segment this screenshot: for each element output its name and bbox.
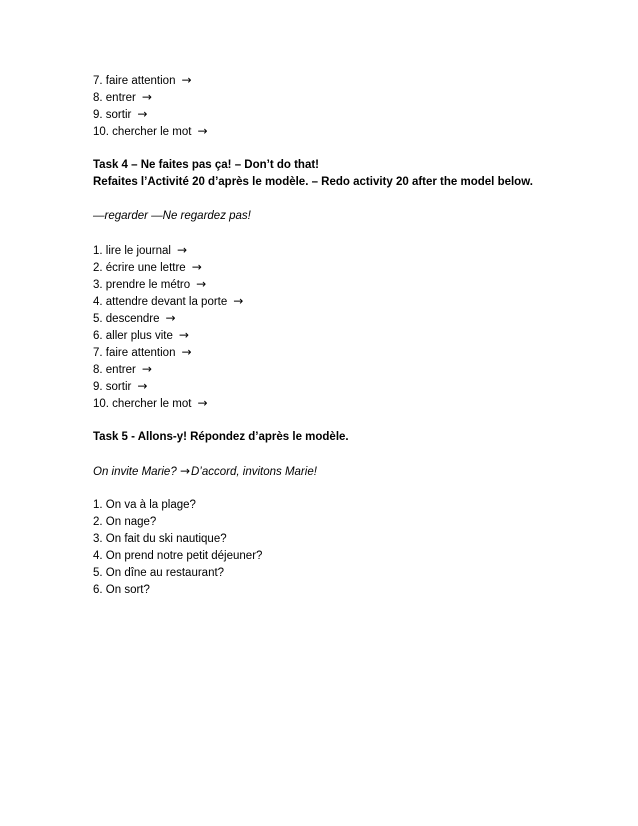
- list-item: [93, 395, 553, 412]
- list-item: 6. On sort?: [93, 584, 150, 596]
- list-item: [93, 327, 553, 344]
- list-item: 4. On prend notre petit déjeuner?: [93, 550, 263, 562]
- item-text: 7. faire attention: [93, 75, 176, 87]
- model-prompt: On invite Marie?: [93, 466, 177, 478]
- item-text: 1. lire le journal: [93, 245, 171, 257]
- item-text: 7. faire attention: [93, 347, 176, 359]
- item-text: 6. aller plus vite: [93, 330, 173, 342]
- document-page: [93, 72, 553, 599]
- task4-title: Task 4 – Ne faites pas ça! – Don’t do that!: [93, 159, 320, 171]
- arrow-right-icon: →: [141, 90, 152, 104]
- list-item: [93, 242, 553, 259]
- list-item: [93, 259, 553, 276]
- list-item: [93, 276, 553, 293]
- list-item: [93, 123, 553, 140]
- arrow-right-icon: →: [165, 311, 176, 325]
- list-item: 2. On nage?: [93, 516, 157, 528]
- list-item: [93, 361, 553, 378]
- item-text: 8. entrer: [93, 92, 136, 104]
- arrow-right-icon: →: [137, 379, 148, 393]
- arrow-right-icon: →: [181, 345, 192, 359]
- list-item: [93, 72, 553, 89]
- task4-instruction: Refaites l’Activité 20 d’après le modèle. – Redo activity 20 after the model below.: [93, 176, 533, 188]
- arrow-right-icon: →: [178, 328, 189, 342]
- arrow-right-icon: →: [197, 396, 208, 410]
- arrow-right-icon: →: [196, 277, 207, 291]
- arrow-right-icon: →: [191, 260, 202, 274]
- item-text: 10. chercher le mot: [93, 398, 192, 410]
- list-item: 1. On va à la plage?: [93, 499, 196, 511]
- task5-title: Task 5 - Allons-y! Répondez d’après le modèle.: [93, 431, 349, 443]
- item-text: 5. descendre: [93, 313, 160, 325]
- arrow-right-icon: →: [181, 73, 192, 87]
- task5-model: [93, 463, 553, 480]
- arrow-right-icon: →: [176, 243, 188, 257]
- list-item: [93, 106, 553, 123]
- list-item: 3. On fait du ski nautique?: [93, 533, 227, 545]
- arrow-right-icon: →: [137, 107, 148, 121]
- arrow-right-icon: →: [179, 464, 190, 478]
- model-answer: D’accord, invitons Marie!: [191, 466, 317, 478]
- task4-model: —regarder —Ne regardez pas!: [93, 210, 251, 222]
- list-item: 5. On dîne au restaurant?: [93, 567, 225, 579]
- item-text: 2. écrire une lettre: [93, 262, 186, 274]
- arrow-right-icon: →: [197, 124, 208, 138]
- list-item: [93, 293, 553, 310]
- item-text: 3. prendre le métro: [93, 279, 191, 291]
- list-item: [93, 89, 553, 106]
- item-text: 4. attendre devant la porte: [93, 296, 228, 308]
- arrow-right-icon: →: [141, 362, 152, 376]
- arrow-right-icon: →: [233, 294, 244, 308]
- item-text: 9. sortir: [93, 109, 132, 121]
- list-item: [93, 310, 553, 327]
- item-text: 10. chercher le mot: [93, 126, 192, 138]
- list-item: [93, 344, 553, 361]
- list-item: [93, 378, 553, 395]
- item-text: 9. sortir: [93, 381, 132, 393]
- item-text: 8. entrer: [93, 364, 136, 376]
